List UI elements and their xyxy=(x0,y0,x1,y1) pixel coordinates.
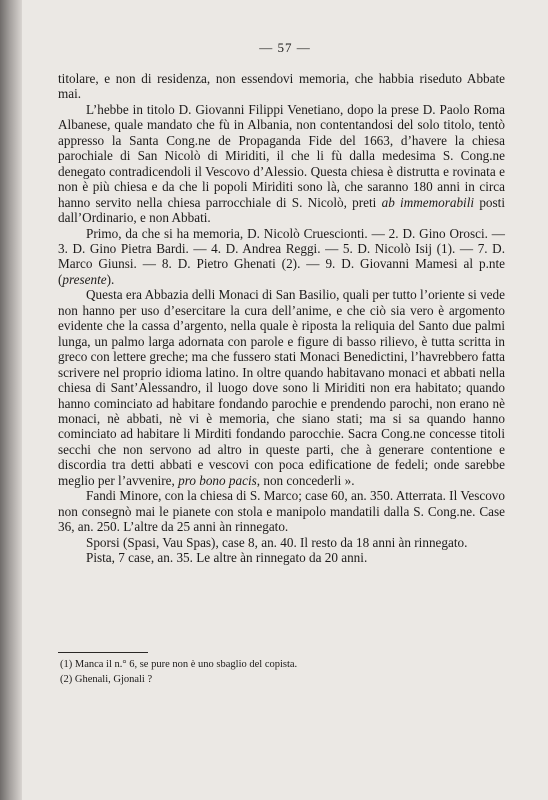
footnote-divider xyxy=(58,652,148,653)
paragraph-pista: Pista, 7 case, an. 35. Le altre àn rinnegato da 20 anni. xyxy=(86,550,368,566)
paragraph-text: L’hebbe in titolo D. Giovanni Filippi Venetiano, dopo la prese D. Paolo Roma Albanese, quale mandato che fù in Albania, non contentandosi del solo titolo, tentò appresso la Santa Cong.ne de Propaganda Fide del 1663, d’havere la chiesa parochiale di San Nicolò di Miriditi, il che li fù dalla medesima S. Cong.ne denegato contradicendoli il Vescovo d’Alessio. Questa chiesa è distrutta e rovinata e non è più chiesa e da che li popoli Miriditi sono là, che saranno 180 anni in circa hanno servito nella chiesa parrocchiale di S. Nicolò, preti xyxy=(58,101,505,210)
paragraph-text: posti dall’Ordinario, e non Abbati. xyxy=(58,194,505,226)
italic-phrase: pro bono pacis xyxy=(178,472,257,488)
page-number: — 57 — xyxy=(259,40,311,55)
page-gutter-shadow xyxy=(0,0,22,800)
italic-phrase: presente xyxy=(62,271,107,287)
paragraph-sporsi: Sporsi (Spasi, Vau Spas), case 8, an. 40. Il resto da 18 anni àn rinnegato. xyxy=(86,534,468,550)
footnote-1: (1) Manca il n.° 6, se pure non è uno sbaglio del copista. xyxy=(60,659,298,670)
paragraph-text: , non concederli ». xyxy=(256,472,355,488)
paragraph-titolo xyxy=(58,102,505,226)
italic-phrase: ab immemorabili xyxy=(381,194,475,210)
paragraph-text: Questa era Abbazia delli Monaci di San Basilio, quali per tutto l’oriente si vede non hanno per uso d’esercitare la cura dell’anime, e che ciò sia vero è argomento evidente che la cassa d’argento, nella quale è riposta la reliquia del Santo due palmi lunga, un palmo larga adornata con parole e figure di basso rilievo, è tutta scritta in greco con lettere greche; ma che fussero stati Monaci Benedictini, l’havrebbero fatta scrivere nel proprio idioma latino. In oltre quando habitavano monaci et abbati nella chiesa di Sant’Alessandro, il luogo dove sono li Miriditi non era habitato; quando hanno cominciato ad habitare fondando parochie e prendendo parochi, non erano nè monaci, nè abbati, nè vi è memoria, che siano stati; ma si sa quando hanno cominciato ad habitare li Mirditi fondando parocchie. Sacra Cong.ne concesse titoli secchi che non servono ad altro in queste parti, che à generare contentione e discordia tra detti abbati e vescovi con poca edificatione de fedeli; onde sarebbe meglio per l’avvenire, xyxy=(58,287,505,488)
document-page xyxy=(22,0,548,800)
paragraph-text: ). xyxy=(106,271,115,287)
footnotes xyxy=(60,657,500,687)
paragraph-fandi-minore: Fandi Minore, con la chiesa di S. Marco; case 60, an. 350. Atterrata. Il Vescovo non consegnò mai le pianete con stola e manipolo mandatili dalla S. Cong.ne. Case 36, an. 250. L’altre da 25 anni àn rinnegato. xyxy=(58,488,505,535)
footnote-2: (2) Ghenali, Gjonali ? xyxy=(60,674,153,685)
paragraph-continuation: titolare, e non di residenza, non essendovi memoria, che habbia riseduto Abbate mai. xyxy=(58,71,505,102)
body-text xyxy=(58,71,505,566)
paragraph-text: Primo, da che si ha memoria, D. Nicolò Cruescionti. — 2. D. Gino Orosci. — 3. D. Gino Pietra Bardi. — 4. D. Andrea Reggi. — 5. D. Nicolò Isij (1). — 7. D. Marco Giunsi. — 8. D. Pietro Ghenati (2). — 9. D. Giovanni Mamesi al p.nte ( xyxy=(58,225,505,287)
paragraph-abbots-list xyxy=(58,226,505,288)
paragraph-abbazia xyxy=(58,287,505,488)
